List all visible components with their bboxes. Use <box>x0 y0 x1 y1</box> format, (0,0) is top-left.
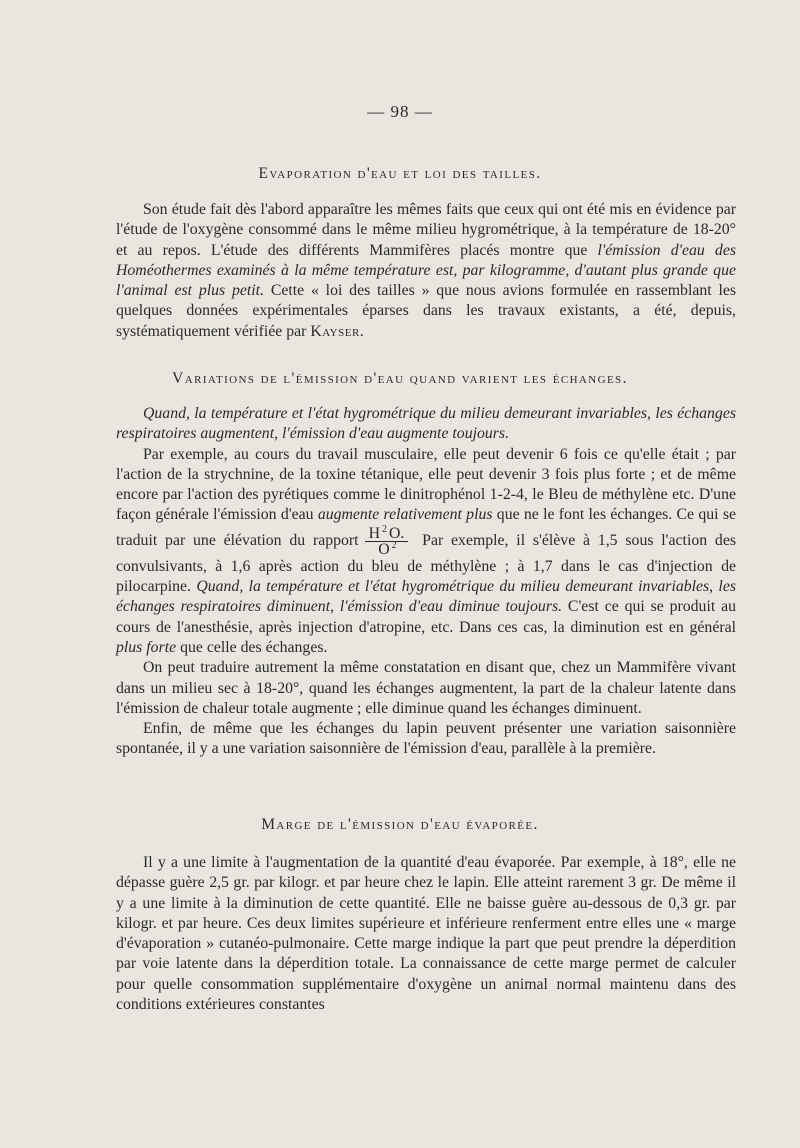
author-name: Kayser <box>310 322 360 340</box>
page-number: — 98 — <box>367 102 433 121</box>
paragraph-marge-evaporation: Il y a une limite à l'augmentation de la quantité d'eau évaporée. Par exemple, à 18°, elle ne dépasse guère 2,5 gr. par kilogr. et par heure chez le lapin. Elle atteint rarement 3 gr. De même il y a une limite à la diminution de cette quantité. Elle ne baisse guère au-dessous de 0,3 gr. par kilogr. et par heure. Ces deux limites supérieure et inférieure renferment entre elles une « marge d'évaporation » cutanéo-pulmonaire. Cette marge indique la part que peut prendre la déperdition par voie latente dans la déperdition totale. La connaissance de cette marge permet de calculer pour quelle consommation supplémentaire d'oxygène un animal normal maintenu dans des conditions extérieures constantes <box>116 854 736 1014</box>
section-body-evaporation <box>116 200 736 342</box>
section-body-marge <box>116 853 736 1015</box>
section-heading-marge: Marge de l'émission d'eau évaporée. <box>261 816 539 833</box>
section-body-variations <box>116 404 736 760</box>
emphasis-loi: l'émission d'eau des Homéothermes examinés à la même température est, par kilogramme, d'autant plus grande que l'animal est plus petit. <box>116 241 736 300</box>
paragraph-chaleur-latente: On peut traduire autrement la même constatation en disant que, chez un Mammifère vivant dans un milieu sec à 18-20°, quand les échanges augmentent, la part de la chaleur latente dans l'émission de chaleur totale augmente ; elle diminue quand les échanges diminuent. <box>116 659 736 717</box>
paragraph-loi-des-tailles: Son étude fait dès l'abord apparaître les mêmes faits que ceux qui ont été mis en évidence par l'étude de l'oxygène consommé dans le même milieu hygrométrique, à la température de 18-20° et au repos. L'étude des différents Mammifères placés montre que l'émission d'eau des Homéothermes examinés à la même température est, par kilogramme, d'autant plus grande que l'animal est plus petit. Cette « loi des tailles » que nous avions formulée en rassemblant les quelques données expérimentales éparses dans les travaux existants, a été, depuis, systématiquement vérifiée par Kayser. <box>116 201 736 340</box>
section-heading-evaporation: Evaporation d'eau et loi des tailles. <box>258 165 542 182</box>
paragraph-variation-saisonniere: Enfin, de même que les échanges du lapin peuvent présenter une variation saisonnière spontanée, il y a une variation saisonnière de l'émission d'eau, parallèle à la première. <box>116 720 736 758</box>
ratio-fraction: $\frac{H ^2 O.}{O ^2}$ <box>365 526 409 557</box>
paragraph-examples: Par exemple, au cours du travail musculaire, elle peut devenir 6 fois ce qu'elle était ; par l'action de la strychnine, de la toxine tétanique, elle peut devenir 3 fois plus forte ; et de même encore par l'action des pyrétiques comme le dinitrophénol 1-2-4, le Bleu de méthylène etc. D'une façon générale l'émission d'eau augmente relativement plus que ne le font les échanges. Ce qui se traduit par une élévation du rapport $\frac{H ^2 O.}{O ^2}$ Par exemple, il s'élève à 1,5 sous l'action des convulsivants, à 1,6 après action du bleu de méthylène ; à 1,7 dans le cas d'injection de pilocarpine. Quand, la température et l'état hygrométrique du milieu demeurant invariables, les échanges respiratoires diminuent, l'émission d'eau diminue toujours. C'est ce qui se produit au cours de l'anesthésie, après injection d'atropine, etc. Dans ces cas, la diminution est en général plus forte que celle des échanges. <box>116 445 736 656</box>
paragraph-rule-increase: Quand, la température et l'état hygrométrique du milieu demeurant invariables, les échanges respiratoires augmentent, l'émission d'eau augmente toujours. <box>116 405 736 443</box>
section-heading-variations: Variations de l'émission d'eau quand varient les échanges. <box>172 370 628 387</box>
